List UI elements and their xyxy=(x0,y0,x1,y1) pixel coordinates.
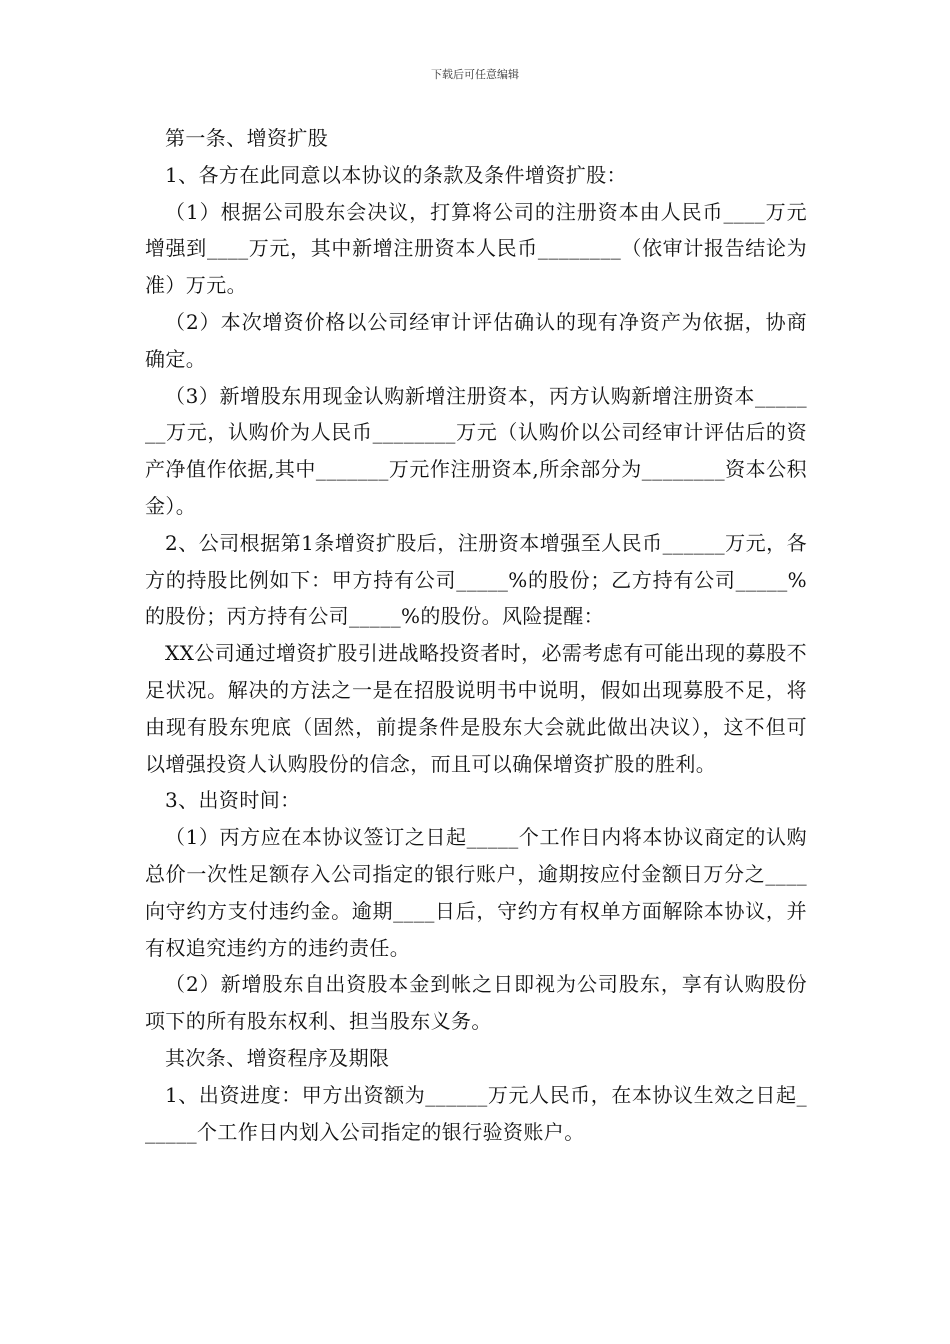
paragraph-item-3-1: （1）丙方应在本协议签订之日起_____个工作日内将本协议商定的认购总价一次性足额存入公司指定的银行账户，逾期按应付金额日万分之____向守约方支付违约金。逾期____日后，守约方有权单方面解除本协议，并有权追究违约方的违约责任。 xyxy=(145,825,807,960)
article-1-heading: 第一条、增资扩股 xyxy=(165,126,329,150)
paragraph-item-1-3: （3）新增股东用现金认购新增注册资本，丙方认购新增注册资本_______万元，认购价为人民币________万元（认购价以公司经审计评估后的资产净值作依据,其中_______万元作注册资本,所余部分为________资本公积金）。 xyxy=(145,383,807,518)
page-header: 下载后可任意编辑 xyxy=(431,68,519,81)
article-2-heading: 其次条、增资程序及期限 xyxy=(165,1045,390,1070)
paragraph-item-1: 1、各方在此同意以本协议的条款及条件增资扩股： xyxy=(165,162,627,187)
paragraph-item-3-2: （2）新增股东自出资股本金到帐之日即视为公司股东，享有认购股份项下的所有股东权利、担当股东义务。 xyxy=(145,972,807,1034)
paragraph-risk-note: XX公司通过增资扩股引进战略投资者时，必需考虑有可能出现的募股不足状况。解决的方法之一是在招股说明书中说明，假如出现募股不足，将由现有股东兜底（固然，前提条件是股东大会就此做出决议），这不但可以增强投资人认购股份的信念，而且可以确保增资扩股的胜利。 xyxy=(145,641,807,776)
paragraph-item-2: 2、公司根据第1条增资扩股后，注册资本增强至人民币______万元，各方的持股比例如下：甲方持有公司_____%的股份；乙方持有公司_____%的股份；丙方持有公司_____%的股份。风险提醒： xyxy=(145,530,807,629)
paragraph-item-1-1: （1）根据公司股东会决议，打算将公司的注册资本由人民币____万元增强到____万元，其中新增注册资本人民币________（依审计报告结论为准）万元。 xyxy=(145,199,807,298)
paragraph-article-2-item-1: 1、出资进度：甲方出资额为______万元人民币，在本协议生效之日起______个工作日内划入公司指定的银行验资账户。 xyxy=(145,1082,807,1144)
paragraph-item-1-2: （2）本次增资价格以公司经审计评估确认的现有净资产为依据，协商确定。 xyxy=(145,309,807,371)
document-body xyxy=(145,120,807,1150)
paragraph-item-3: 3、出资时间： xyxy=(165,788,301,813)
